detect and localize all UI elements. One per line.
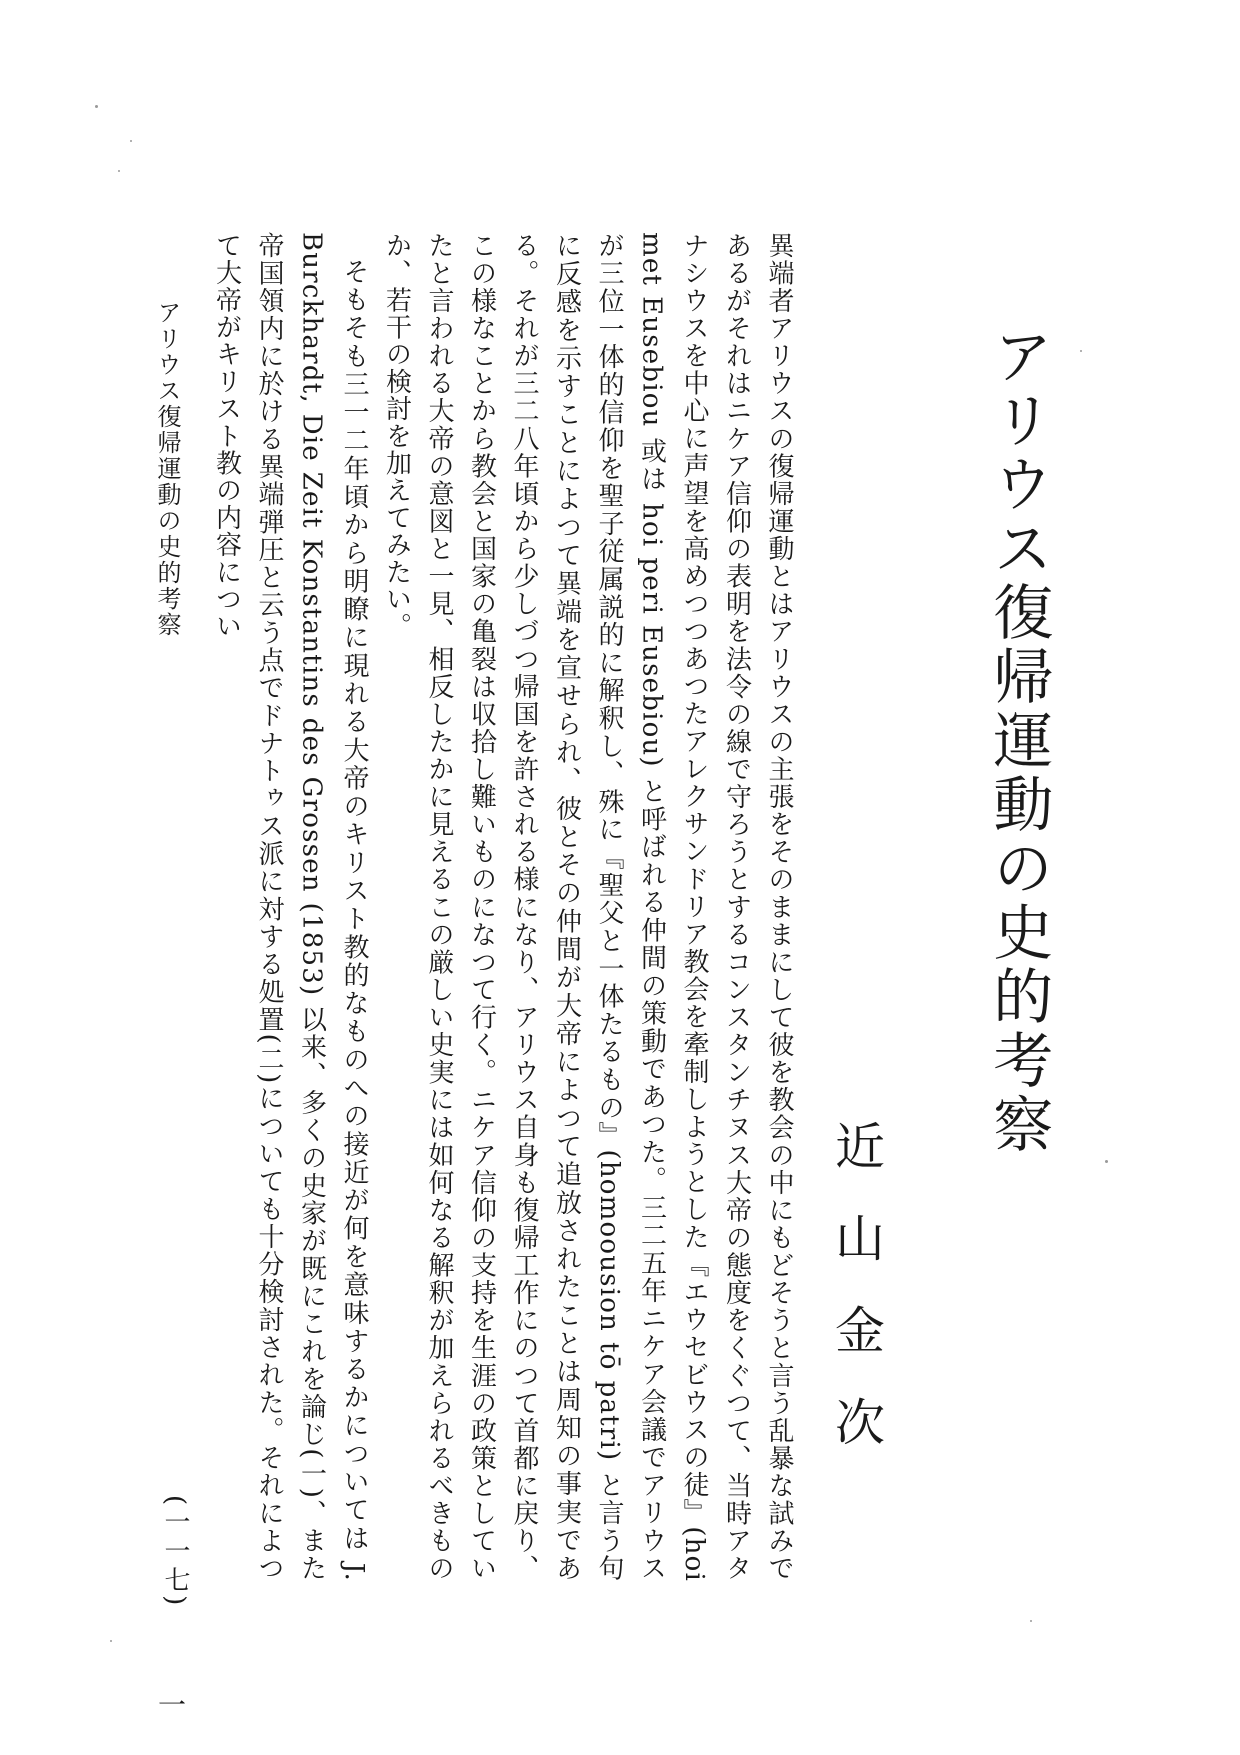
scan-speck: [1080, 350, 1082, 352]
scan-speck: [95, 105, 98, 108]
scan-speck: [118, 170, 120, 172]
body-paragraph-2: そもそも三一二年頃から明瞭に現れる大帝のキリスト教的なものへの接近が何を意味するかについては J. Burckhardt, Die Zeit Konstantins des Grossen (1853) 以来、多くの史家が既にこれを論じ(一)、また帝国領内に於ける異端弾圧と云う点でドナトゥス派に対する処置(二)についても十分検討された。それによつて大帝がキリスト教の内容につい: [211, 232, 369, 1582]
page-number: (一一七): [160, 1495, 190, 1609]
author-name: 近山金次: [827, 1120, 885, 1488]
scan-speck: [110, 1640, 112, 1642]
body-text: [200, 232, 800, 1582]
body-paragraph-1: 異端者アリウスの復帰運動とはアリウスの主張をそのままにして彼を教会の中にもどそうと言う乱暴な試みであるがそれはニケア信仰の表明を法令の線で守ろうとするコンスタンチヌス大帝の態度をくぐつて、当時アタナシウスを中心に声望を高めつつあつたアレクサンドリア教会を牽制しようとした『エウセビウスの徒』(hoi met Eusebiou 或は hoi peri Eusebiou) と呼ばれる仲間の策動であつた。三二五年ニケア会議でアリウスが三位一体的信仰を聖子従属説的に解釈し、殊に『聖父と一体たるもの』(homoousion tō patri) と言う句に反感を示すことによつて異端を宣せられ、彼とその仲間が大帝によつて追放されたことは周知の事実である。それが三二八年頃から少しづつ帰国を許される様になり、アリウス自身も復帰工作にのつて首都に戻り、この様なことから教会と国家の亀裂は収拾し難いものになつて行く。ニケア信仰の支持を生涯の政策としていたと言われる大帝の意図と一見、相反したかに見えるこの厳しい史実には如何なる解釈が加えられるべきものか、若干の検討を加えてみたい。: [381, 232, 794, 1582]
running-head: アリウス復帰運動の史的考察: [153, 300, 181, 638]
scan-speck: [130, 140, 132, 142]
scan-speck: [1105, 1160, 1108, 1163]
paper-title: アリウス復帰運動の史的考察: [983, 325, 1054, 1157]
scan-speck: [1030, 1620, 1032, 1622]
page-serial: 一: [154, 1690, 187, 1718]
